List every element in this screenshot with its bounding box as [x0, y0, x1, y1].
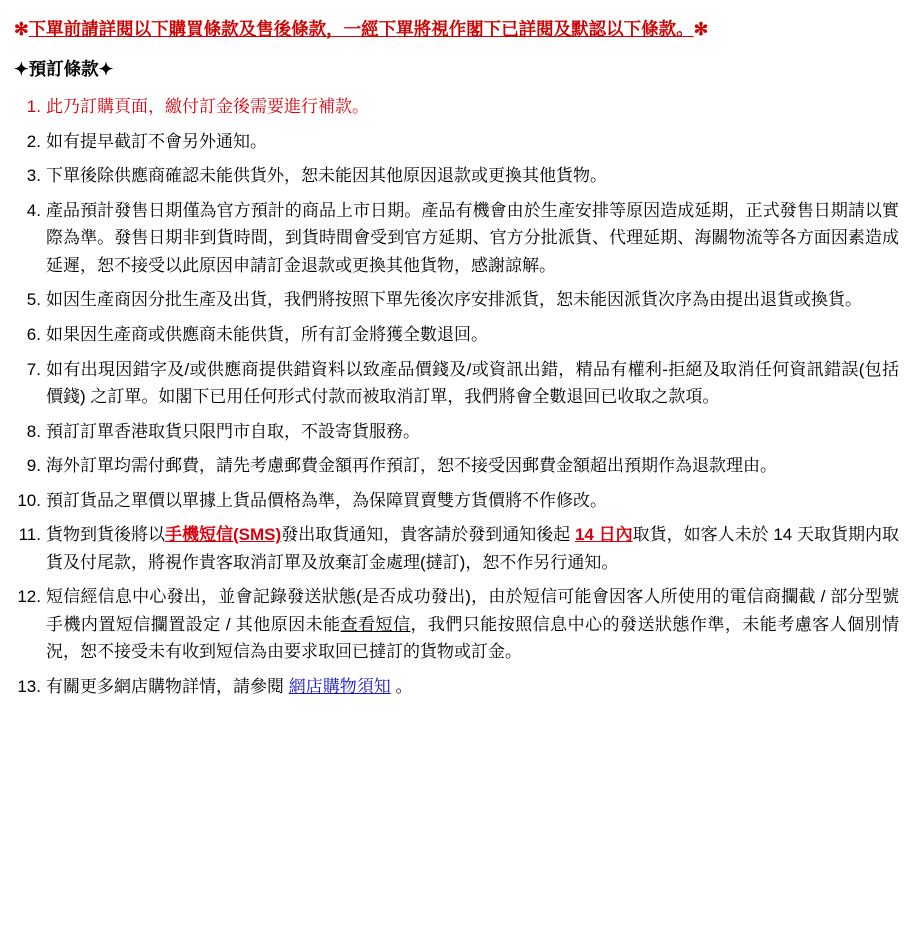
pickup-period-highlight: 14 日內	[574, 525, 633, 545]
term-text: 此乃訂購頁面，繳付訂金後需要進行補款。	[46, 97, 369, 117]
term-text-part: 短信經信息中心發出，並會記錄發送狀態(是否成功發出)，由於短信可能會因客人所使用的電信商攔截 / 部分型號手機内置短信攔置設定 / 其他原因未能	[46, 587, 899, 634]
term-item-5	[14, 286, 899, 314]
star-left-icon: ✻	[14, 19, 29, 39]
term-text-part: 貨物到貨後將以	[46, 525, 166, 545]
term-text: 預訂訂單香港取貨只限門市自取，不設寄貨服務。	[46, 421, 420, 441]
term-text: 如果因生產商或供應商未能供貨，所有訂金將獲全數退回。	[46, 324, 488, 344]
term-text: 產品預計發售日期僅為官方預計的商品上市日期。產品有機會由於生產安排等原因造成延期，正式發售日期請以實際為準。發售日期非到貨時間，到貨時間會受到官方延期、官方分批派貨、代理延期、海關物流等各方面因素造成延遲，恕不接受以此原因申請訂金退款或更換其他貨物，感謝諒解。	[46, 200, 899, 275]
term-item-4	[14, 197, 899, 280]
term-item-10	[14, 487, 899, 515]
term-item-3	[14, 162, 899, 190]
term-item-9	[14, 452, 899, 480]
term-text: 預訂貨品之單價以單據上貨品價格為準，為保障買賣雙方貨價將不作修改。	[46, 490, 607, 510]
shopping-guide-link[interactable]: 網店購物須知	[288, 676, 391, 696]
term-item-13	[14, 673, 899, 701]
term-text-part: 發出取貨通知，貴客請於發到通知後起	[281, 525, 575, 545]
term-item-6	[14, 321, 899, 349]
top-notice-text: 下單前請詳閱以下購買條款及售後條款，一經下單將視作閣下已詳閱及默認以下條款。	[28, 19, 694, 39]
section-title: ✦預訂條款✦	[14, 59, 114, 80]
view-sms-underline: 查看短信	[340, 614, 411, 634]
term-item-2	[14, 128, 899, 156]
term-text-part: 。	[390, 676, 413, 696]
star-right-icon: ✻	[693, 19, 709, 39]
term-text: 如因生產商因分批生產及出貨，我們將按照下單先後次序安排派貨，恕未能因派貨次序為由提出退貨或換貨。	[46, 290, 862, 310]
term-text: 下單後除供應商確認未能供貨外，恕未能因其他原因退款或更換其他貨物。	[46, 166, 607, 186]
term-item-11	[14, 521, 899, 576]
term-text: 如有出現因錯字及/或供應商提供錯資料以致產品價錢及/或資訊出錯，精品有權利-拒絕及取消任何資訊錯誤(包括價錢) 之訂單。如閣下已用任何形式付款而被取消訂單，我們將會全數退回已收取之款項。	[46, 359, 899, 407]
term-item-7	[14, 356, 899, 411]
term-text-part: ，我們只能按照信息中心的發送狀態作準，未能考慮客人個別情況，恕不接受未有收到短信為由要求取回已撻訂的貨物或訂金。	[46, 614, 900, 662]
term-item-1	[14, 93, 899, 121]
term-text: 如有提早截訂不會另外通知。	[46, 131, 267, 151]
term-item-12	[14, 583, 899, 666]
term-text-part: 有關更多網店購物詳情，請參閱	[46, 676, 289, 696]
term-text-part: 取貨，如客人未於 14 天取貨期内取貨及付尾款，將視作貴客取消訂單及放棄訂金處理(撻訂)，恕不作另行通知。	[46, 525, 899, 572]
terms-list	[14, 93, 899, 700]
term-item-8	[14, 418, 899, 446]
sms-highlight: 手機短信(SMS)	[165, 525, 282, 545]
top-notice	[14, 16, 899, 42]
term-text: 海外訂單均需付郵費，請先考慮郵費金額再作預訂，恕不接受因郵費金額超出預期作為退款理由。	[46, 456, 777, 476]
